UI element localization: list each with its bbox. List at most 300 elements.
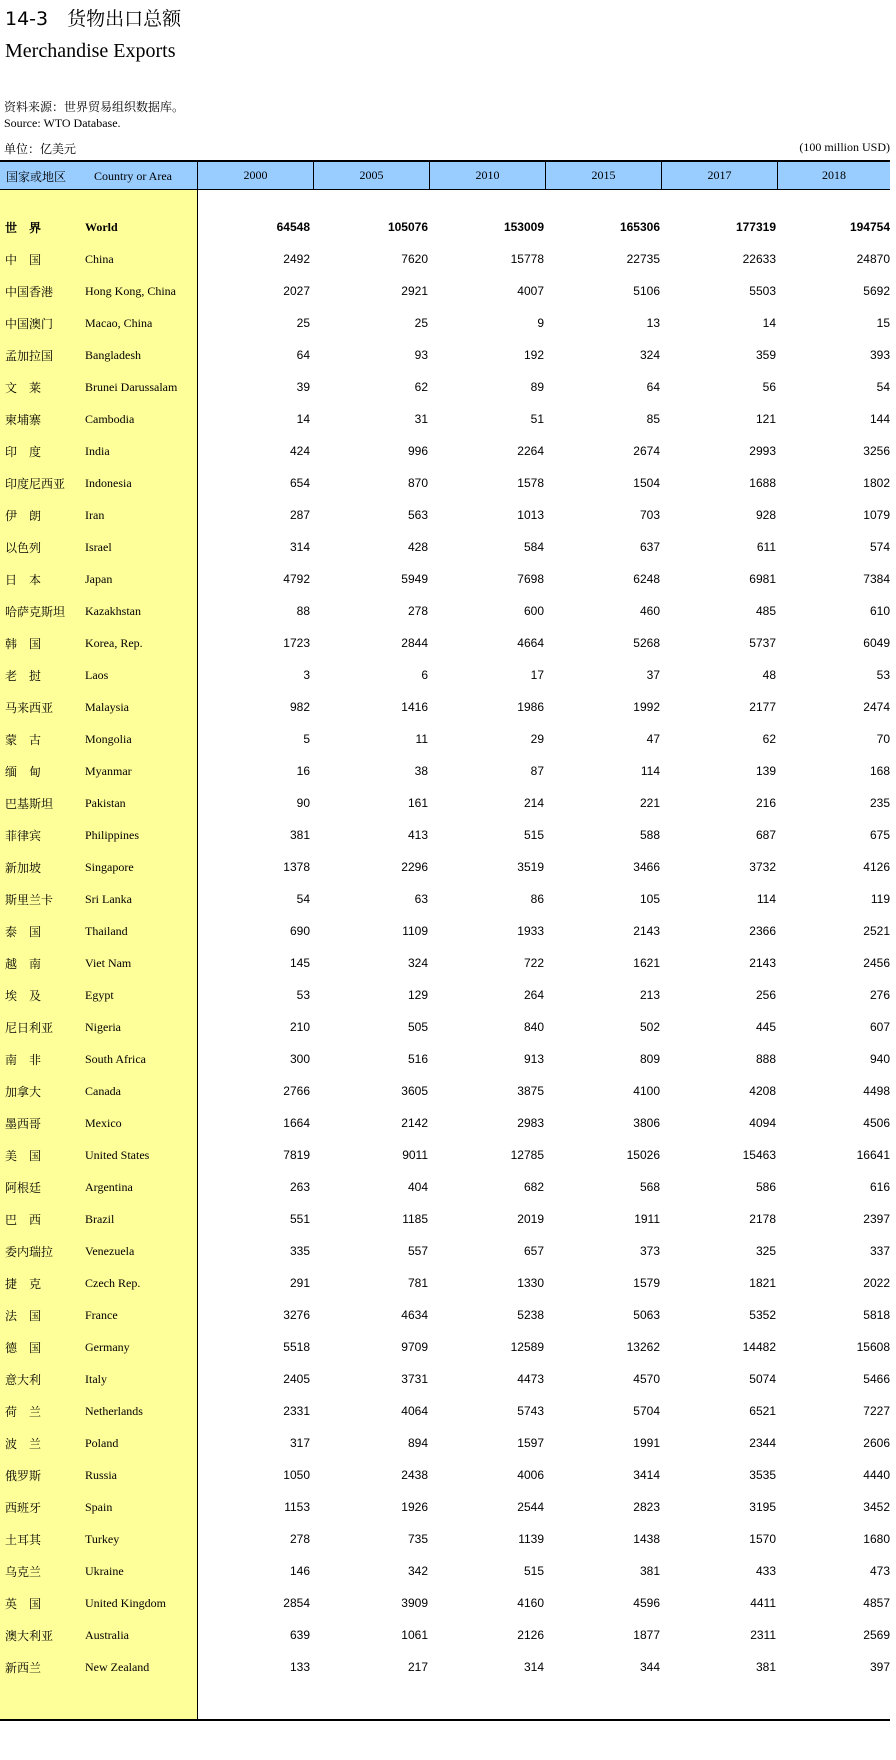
export-value-2005: 1416 [401, 700, 428, 714]
country-name-en: Venezuela [85, 1244, 135, 1258]
export-value-2017: 2178 [749, 1212, 776, 1226]
export-value-2017: 586 [755, 1180, 776, 1194]
export-value-2015: 373 [639, 1244, 660, 1258]
country-name-en: Viet Nam [85, 956, 132, 970]
country-name-cn: 法 国 [5, 1309, 42, 1323]
export-value-2015: 1438 [633, 1532, 660, 1546]
export-value-2010: 5743 [517, 1404, 544, 1418]
table-row [0, 1236, 890, 1268]
export-value-2005: 557 [407, 1244, 428, 1258]
country-name-cn: 巴 西 [5, 1213, 42, 1227]
export-value-2010: 2544 [517, 1500, 544, 1514]
export-value-2018: 235 [869, 796, 890, 810]
export-value-2018: 2456 [863, 956, 890, 970]
country-name-en: Czech Rep. [85, 1276, 141, 1290]
export-value-2000: 4792 [283, 572, 310, 586]
country-name-en: Kazakhstan [85, 604, 141, 618]
country-name-cn: 中国澳门 [5, 317, 54, 331]
export-value-2015: 1877 [633, 1628, 660, 1642]
export-value-2018: 675 [869, 828, 890, 842]
country-name-cn: 捷 克 [5, 1277, 42, 1291]
country-name-cn: 新西兰 [5, 1661, 42, 1675]
export-value-2017: 445 [755, 1020, 776, 1034]
export-value-2018: 2569 [863, 1628, 890, 1642]
export-value-2005: 413 [407, 828, 428, 842]
export-value-2015: 105 [639, 892, 660, 906]
country-name-cn: 乌克兰 [5, 1565, 42, 1579]
export-value-2017: 3535 [749, 1468, 776, 1482]
export-value-2017: 4208 [749, 1084, 776, 1098]
table-row [0, 1588, 890, 1620]
export-value-2015: 5268 [633, 636, 660, 650]
export-value-2010: 12785 [510, 1148, 544, 1162]
table-row [0, 1204, 890, 1236]
export-value-2010: 2264 [517, 444, 544, 458]
export-value-2000: 133 [289, 1660, 310, 1674]
export-value-2015: 221 [639, 796, 660, 810]
country-name-en: Egypt [85, 988, 114, 1002]
table-row [0, 1012, 890, 1044]
page-title-en: Merchandise Exports [5, 40, 176, 62]
export-value-2000: 2405 [283, 1372, 310, 1386]
export-value-2000: 982 [289, 700, 310, 714]
export-value-2015: 64 [646, 380, 660, 394]
export-value-2005: 404 [407, 1180, 428, 1194]
export-value-2018: 393 [869, 348, 890, 362]
export-value-2005: 63 [414, 892, 428, 906]
export-value-2015: 1992 [633, 700, 660, 714]
header-year-2010: 2010 [430, 162, 546, 189]
export-value-2018: 5818 [863, 1308, 890, 1322]
table-row [0, 1524, 890, 1556]
export-value-2018: 610 [869, 604, 890, 618]
table-row [0, 692, 890, 724]
export-value-2000: 1050 [283, 1468, 310, 1482]
export-value-2000: 381 [289, 828, 310, 842]
export-value-2015: 114 [640, 764, 660, 778]
export-value-2015: 13262 [626, 1340, 660, 1354]
export-value-2018: 3452 [863, 1500, 890, 1514]
export-value-2010: 9 [537, 316, 544, 330]
country-name-cn: 韩 国 [5, 637, 42, 651]
table-row [0, 948, 890, 980]
table-row [0, 596, 890, 628]
export-value-2015: 4596 [633, 1596, 660, 1610]
export-value-2018: 607 [869, 1020, 890, 1034]
export-value-2015: 3466 [633, 860, 660, 874]
export-value-2018: 15 [876, 316, 890, 330]
export-value-2018: 144 [869, 412, 890, 426]
export-value-2017: 687 [755, 828, 776, 842]
table-row [0, 1268, 890, 1300]
export-value-2000: 300 [289, 1052, 310, 1066]
export-value-2005: 2921 [401, 284, 428, 298]
table-row [0, 916, 890, 948]
export-value-2010: 2019 [517, 1212, 544, 1226]
table-row [0, 660, 890, 692]
table-row [0, 1556, 890, 1588]
export-value-2005: 1109 [402, 924, 428, 938]
export-value-2000: 1664 [283, 1116, 310, 1130]
export-value-2017: 2993 [749, 444, 776, 458]
export-value-2015: 1911 [634, 1212, 660, 1226]
export-value-2018: 2521 [863, 924, 890, 938]
country-name-cn: 蒙 古 [5, 733, 42, 747]
export-value-2015: 3414 [633, 1468, 660, 1482]
export-value-2010: 1986 [517, 700, 544, 714]
export-value-2010: 89 [530, 380, 544, 394]
export-value-2010: 515 [523, 1564, 544, 1578]
table-row [0, 564, 890, 596]
export-value-2015: 213 [639, 988, 660, 1002]
export-value-2010: 86 [530, 892, 544, 906]
export-value-2000: 690 [289, 924, 310, 938]
export-value-2015: 5704 [633, 1404, 660, 1418]
table-row [0, 308, 890, 340]
export-value-2005: 9011 [402, 1148, 428, 1162]
export-value-2010: 29 [530, 732, 544, 746]
export-value-2018: 574 [869, 540, 890, 554]
export-value-2017: 121 [755, 412, 776, 426]
export-value-2010: 3519 [517, 860, 544, 874]
export-value-2015: 4100 [633, 1084, 660, 1098]
header-year-2015: 2015 [546, 162, 662, 189]
export-value-2010: 913 [523, 1052, 544, 1066]
country-name-cn: 印 度 [5, 445, 42, 459]
export-value-2005: 3731 [401, 1372, 428, 1386]
export-value-2017: 325 [755, 1244, 776, 1258]
export-value-2017: 359 [755, 348, 776, 362]
export-value-2010: 1139 [518, 1532, 544, 1546]
country-name-en: Mongolia [85, 732, 132, 746]
country-name-en: World [85, 220, 118, 234]
table-row [0, 372, 890, 404]
country-name-cn: 意大利 [5, 1373, 42, 1387]
country-name-cn: 埃 及 [5, 989, 42, 1003]
country-name-cn: 马来西亚 [5, 701, 54, 715]
export-value-2005: 38 [414, 764, 428, 778]
export-value-2005: 3909 [401, 1596, 428, 1610]
table-row [0, 244, 890, 276]
export-value-2000: 3 [303, 668, 310, 682]
export-value-2005: 1061 [401, 1628, 428, 1642]
export-value-2010: 1578 [517, 476, 544, 490]
export-value-2000: 64 [296, 348, 310, 362]
unit-label-en: (100 million USD) [799, 140, 890, 154]
export-value-2015: 15026 [626, 1148, 660, 1162]
export-value-2010: 584 [523, 540, 544, 554]
export-value-2018: 5692 [863, 284, 890, 298]
export-value-2017: 381 [755, 1660, 776, 1674]
export-value-2017: 3195 [749, 1500, 776, 1514]
table-row [0, 724, 890, 756]
country-name-en: Netherlands [85, 1404, 143, 1418]
export-value-2018: 194754 [849, 220, 890, 234]
export-value-2010: 4006 [517, 1468, 544, 1482]
table-row [0, 980, 890, 1012]
export-value-2005: 93 [414, 348, 428, 362]
table-row [0, 820, 890, 852]
export-value-2018: 4498 [863, 1084, 890, 1098]
country-name-en: China [85, 252, 114, 266]
export-value-2018: 7384 [863, 572, 890, 586]
country-name-cn: 世 界 [5, 221, 42, 235]
country-name-en: Indonesia [85, 476, 132, 490]
export-value-2000: 53 [296, 988, 310, 1002]
export-value-2018: 53 [876, 668, 890, 682]
country-name-en: Turkey [85, 1532, 120, 1546]
export-value-2005: 2844 [401, 636, 428, 650]
export-value-2000: 551 [289, 1212, 310, 1226]
source-note-cn: 资料来源：世界贸易组织数据库。 [4, 100, 185, 114]
country-name-en: Hong Kong, China [85, 284, 176, 298]
export-value-2005: 505 [407, 1020, 428, 1034]
export-value-2000: 90 [296, 796, 310, 810]
table-row [0, 532, 890, 564]
export-value-2015: 460 [639, 604, 660, 618]
export-value-2015: 3806 [633, 1116, 660, 1130]
country-name-en: Bangladesh [85, 348, 141, 362]
header-year-2018: 2018 [822, 168, 846, 182]
export-value-2015: 6248 [633, 572, 660, 586]
export-value-2018: 4126 [863, 860, 890, 874]
export-value-2010: 314 [523, 1660, 544, 1674]
export-value-2000: 5 [303, 732, 310, 746]
export-value-2000: 7819 [283, 1148, 310, 1162]
export-value-2017: 1570 [749, 1532, 776, 1546]
table-header-row [0, 162, 890, 190]
export-value-2010: 4473 [517, 1372, 544, 1386]
country-name-cn: 西班牙 [5, 1501, 42, 1515]
export-value-2015: 1621 [633, 956, 660, 970]
export-value-2000: 287 [289, 508, 310, 522]
export-value-2017: 139 [755, 764, 776, 778]
export-value-2010: 17 [530, 668, 544, 682]
export-value-2015: 5063 [633, 1308, 660, 1322]
export-value-2015: 13 [646, 316, 660, 330]
export-value-2010: 214 [523, 796, 544, 810]
export-value-2015: 4570 [633, 1372, 660, 1386]
country-name-en: Germany [85, 1340, 130, 1354]
export-value-2015: 1991 [633, 1436, 660, 1450]
table-row [0, 1428, 890, 1460]
header-year-2000: 2000 [198, 162, 314, 189]
export-value-2005: 4634 [401, 1308, 428, 1322]
export-value-2010: 722 [523, 956, 544, 970]
export-value-2005: 735 [407, 1532, 428, 1546]
export-value-2017: 433 [755, 1564, 776, 1578]
country-name-en: Poland [85, 1436, 119, 1450]
header-year-2005: 2005 [314, 162, 430, 189]
export-value-2000: 25 [296, 316, 310, 330]
country-name-en: Singapore [85, 860, 134, 874]
export-value-2005: 9709 [401, 1340, 428, 1354]
country-name-cn: 越 南 [5, 957, 42, 971]
export-value-2005: 2296 [401, 860, 428, 874]
export-value-2010: 1597 [517, 1436, 544, 1450]
table-row [0, 1044, 890, 1076]
export-value-2017: 1821 [749, 1276, 776, 1290]
export-value-2018: 4506 [863, 1116, 890, 1130]
export-value-2017: 56 [762, 380, 776, 394]
source-note-en: Source: WTO Database. [4, 116, 121, 130]
export-value-2018: 616 [869, 1180, 890, 1194]
country-name-cn: 澳大利亚 [5, 1629, 54, 1643]
export-value-2017: 2177 [749, 700, 776, 714]
country-name-cn: 南 非 [5, 1053, 42, 1067]
export-value-2005: 996 [407, 444, 428, 458]
country-name-cn: 土耳其 [5, 1533, 42, 1547]
table-row [0, 1140, 890, 1172]
export-value-2010: 51 [530, 412, 544, 426]
country-name-cn: 柬埔寨 [5, 413, 42, 427]
export-value-2010: 192 [523, 348, 544, 362]
export-value-2005: 105076 [387, 220, 428, 234]
export-value-2000: 5518 [283, 1340, 310, 1354]
table-row [0, 404, 890, 436]
country-name-cn: 德 国 [5, 1341, 42, 1355]
export-value-2000: 291 [289, 1276, 310, 1290]
country-name-cn: 老 挝 [5, 669, 42, 683]
country-name-cn: 印度尼西亚 [5, 477, 66, 491]
country-name-en: Sri Lanka [85, 892, 132, 906]
country-name-cn: 缅 甸 [5, 765, 42, 779]
export-value-2015: 165306 [619, 220, 660, 234]
country-name-en: Canada [85, 1084, 121, 1098]
export-value-2000: 424 [289, 444, 310, 458]
export-value-2017: 62 [762, 732, 776, 746]
country-name-en: Macao, China [85, 316, 153, 330]
export-value-2018: 2397 [863, 1212, 890, 1226]
export-value-2015: 2823 [633, 1500, 660, 1514]
country-name-en: Spain [85, 1500, 113, 1514]
country-name-cn: 孟加拉国 [5, 349, 54, 363]
export-value-2018: 24870 [856, 252, 890, 266]
export-value-2010: 7698 [517, 572, 544, 586]
country-name-en: Argentina [85, 1180, 133, 1194]
export-value-2010: 87 [530, 764, 544, 778]
export-value-2017: 1688 [749, 476, 776, 490]
export-value-2000: 1378 [283, 860, 310, 874]
export-value-2005: 781 [407, 1276, 428, 1290]
export-value-2015: 703 [639, 508, 660, 522]
export-value-2018: 337 [869, 1244, 890, 1258]
export-value-2000: 2854 [283, 1596, 310, 1610]
export-value-2005: 563 [407, 508, 428, 522]
export-value-2000: 263 [289, 1180, 310, 1194]
export-value-2018: 276 [869, 988, 890, 1002]
export-value-2017: 216 [755, 796, 776, 810]
export-value-2015: 1579 [633, 1276, 660, 1290]
country-name-cn: 哈萨克斯坦 [5, 605, 66, 619]
export-value-2015: 37 [646, 668, 660, 682]
table-row [0, 852, 890, 884]
export-value-2005: 31 [414, 412, 428, 426]
export-value-2010: 4664 [517, 636, 544, 650]
export-value-2015: 809 [639, 1052, 660, 1066]
export-value-2000: 145 [289, 956, 310, 970]
export-value-2017: 177319 [735, 220, 776, 234]
export-value-2010: 153009 [503, 220, 544, 234]
table-row [0, 884, 890, 916]
export-value-2000: 2766 [283, 1084, 310, 1098]
country-name-en: Philippines [85, 828, 140, 842]
export-value-2017: 611 [756, 540, 776, 554]
export-value-2015: 22735 [626, 252, 660, 266]
export-value-2000: 3276 [283, 1308, 310, 1322]
table-row [0, 212, 890, 244]
export-value-2017: 4094 [749, 1116, 776, 1130]
table-row [0, 340, 890, 372]
country-name-en: Pakistan [85, 796, 126, 810]
country-name-cn: 日 本 [5, 573, 42, 587]
table-row [0, 1076, 890, 1108]
export-value-2010: 4007 [517, 284, 544, 298]
export-value-2018: 3256 [863, 444, 890, 458]
export-value-2017: 888 [755, 1052, 776, 1066]
export-value-2018: 4857 [863, 1596, 890, 1610]
export-value-2000: 39 [296, 380, 310, 394]
export-value-2005: 7620 [401, 252, 428, 266]
country-name-cn: 新加坡 [5, 861, 42, 875]
export-value-2017: 3732 [749, 860, 776, 874]
export-value-2015: 588 [639, 828, 660, 842]
export-value-2005: 2142 [401, 1116, 428, 1130]
export-value-2015: 381 [639, 1564, 660, 1578]
export-value-2018: 4440 [863, 1468, 890, 1482]
country-name-en: Mexico [85, 1116, 122, 1130]
country-name-en: Israel [85, 540, 112, 554]
export-value-2010: 657 [523, 1244, 544, 1258]
export-value-2017: 256 [755, 988, 776, 1002]
country-name-en: Myanmar [85, 764, 132, 778]
export-value-2017: 14 [762, 316, 776, 330]
export-value-2015: 47 [646, 732, 660, 746]
export-value-2017: 928 [755, 508, 776, 522]
export-value-2000: 2492 [283, 252, 310, 266]
export-value-2017: 5352 [749, 1308, 776, 1322]
country-name-cn: 英 国 [5, 1597, 42, 1611]
country-name-cn: 斯里兰卡 [5, 893, 54, 907]
header-country-label-cn: 国家或地区 [6, 170, 67, 184]
export-value-2005: 2438 [401, 1468, 428, 1482]
export-value-2010: 600 [523, 604, 544, 618]
export-value-2018: 1680 [863, 1532, 890, 1546]
export-value-2017: 4411 [750, 1596, 776, 1610]
table-row [0, 756, 890, 788]
table-row [0, 1332, 890, 1364]
export-value-2010: 12589 [510, 1340, 544, 1354]
country-name-en: Japan [85, 572, 113, 586]
country-name-cn: 美 国 [5, 1149, 42, 1163]
export-value-2000: 278 [289, 1532, 310, 1546]
country-name-en: New Zealand [85, 1660, 150, 1674]
export-value-2000: 16 [296, 764, 310, 778]
export-value-2010: 1330 [517, 1276, 544, 1290]
export-value-2000: 317 [289, 1436, 310, 1450]
export-value-2000: 1153 [284, 1500, 310, 1514]
export-value-2000: 210 [289, 1020, 310, 1034]
export-value-2017: 5503 [749, 284, 776, 298]
export-value-2005: 62 [414, 380, 428, 394]
export-value-2018: 70 [876, 732, 890, 746]
country-name-cn: 阿根廷 [5, 1181, 42, 1195]
header-year-2017: 2017 [662, 162, 778, 189]
table-bottom-rule [0, 1719, 890, 1721]
country-name-cn: 中 国 [5, 253, 42, 267]
table-row [0, 1172, 890, 1204]
export-value-2017: 6521 [749, 1404, 776, 1418]
